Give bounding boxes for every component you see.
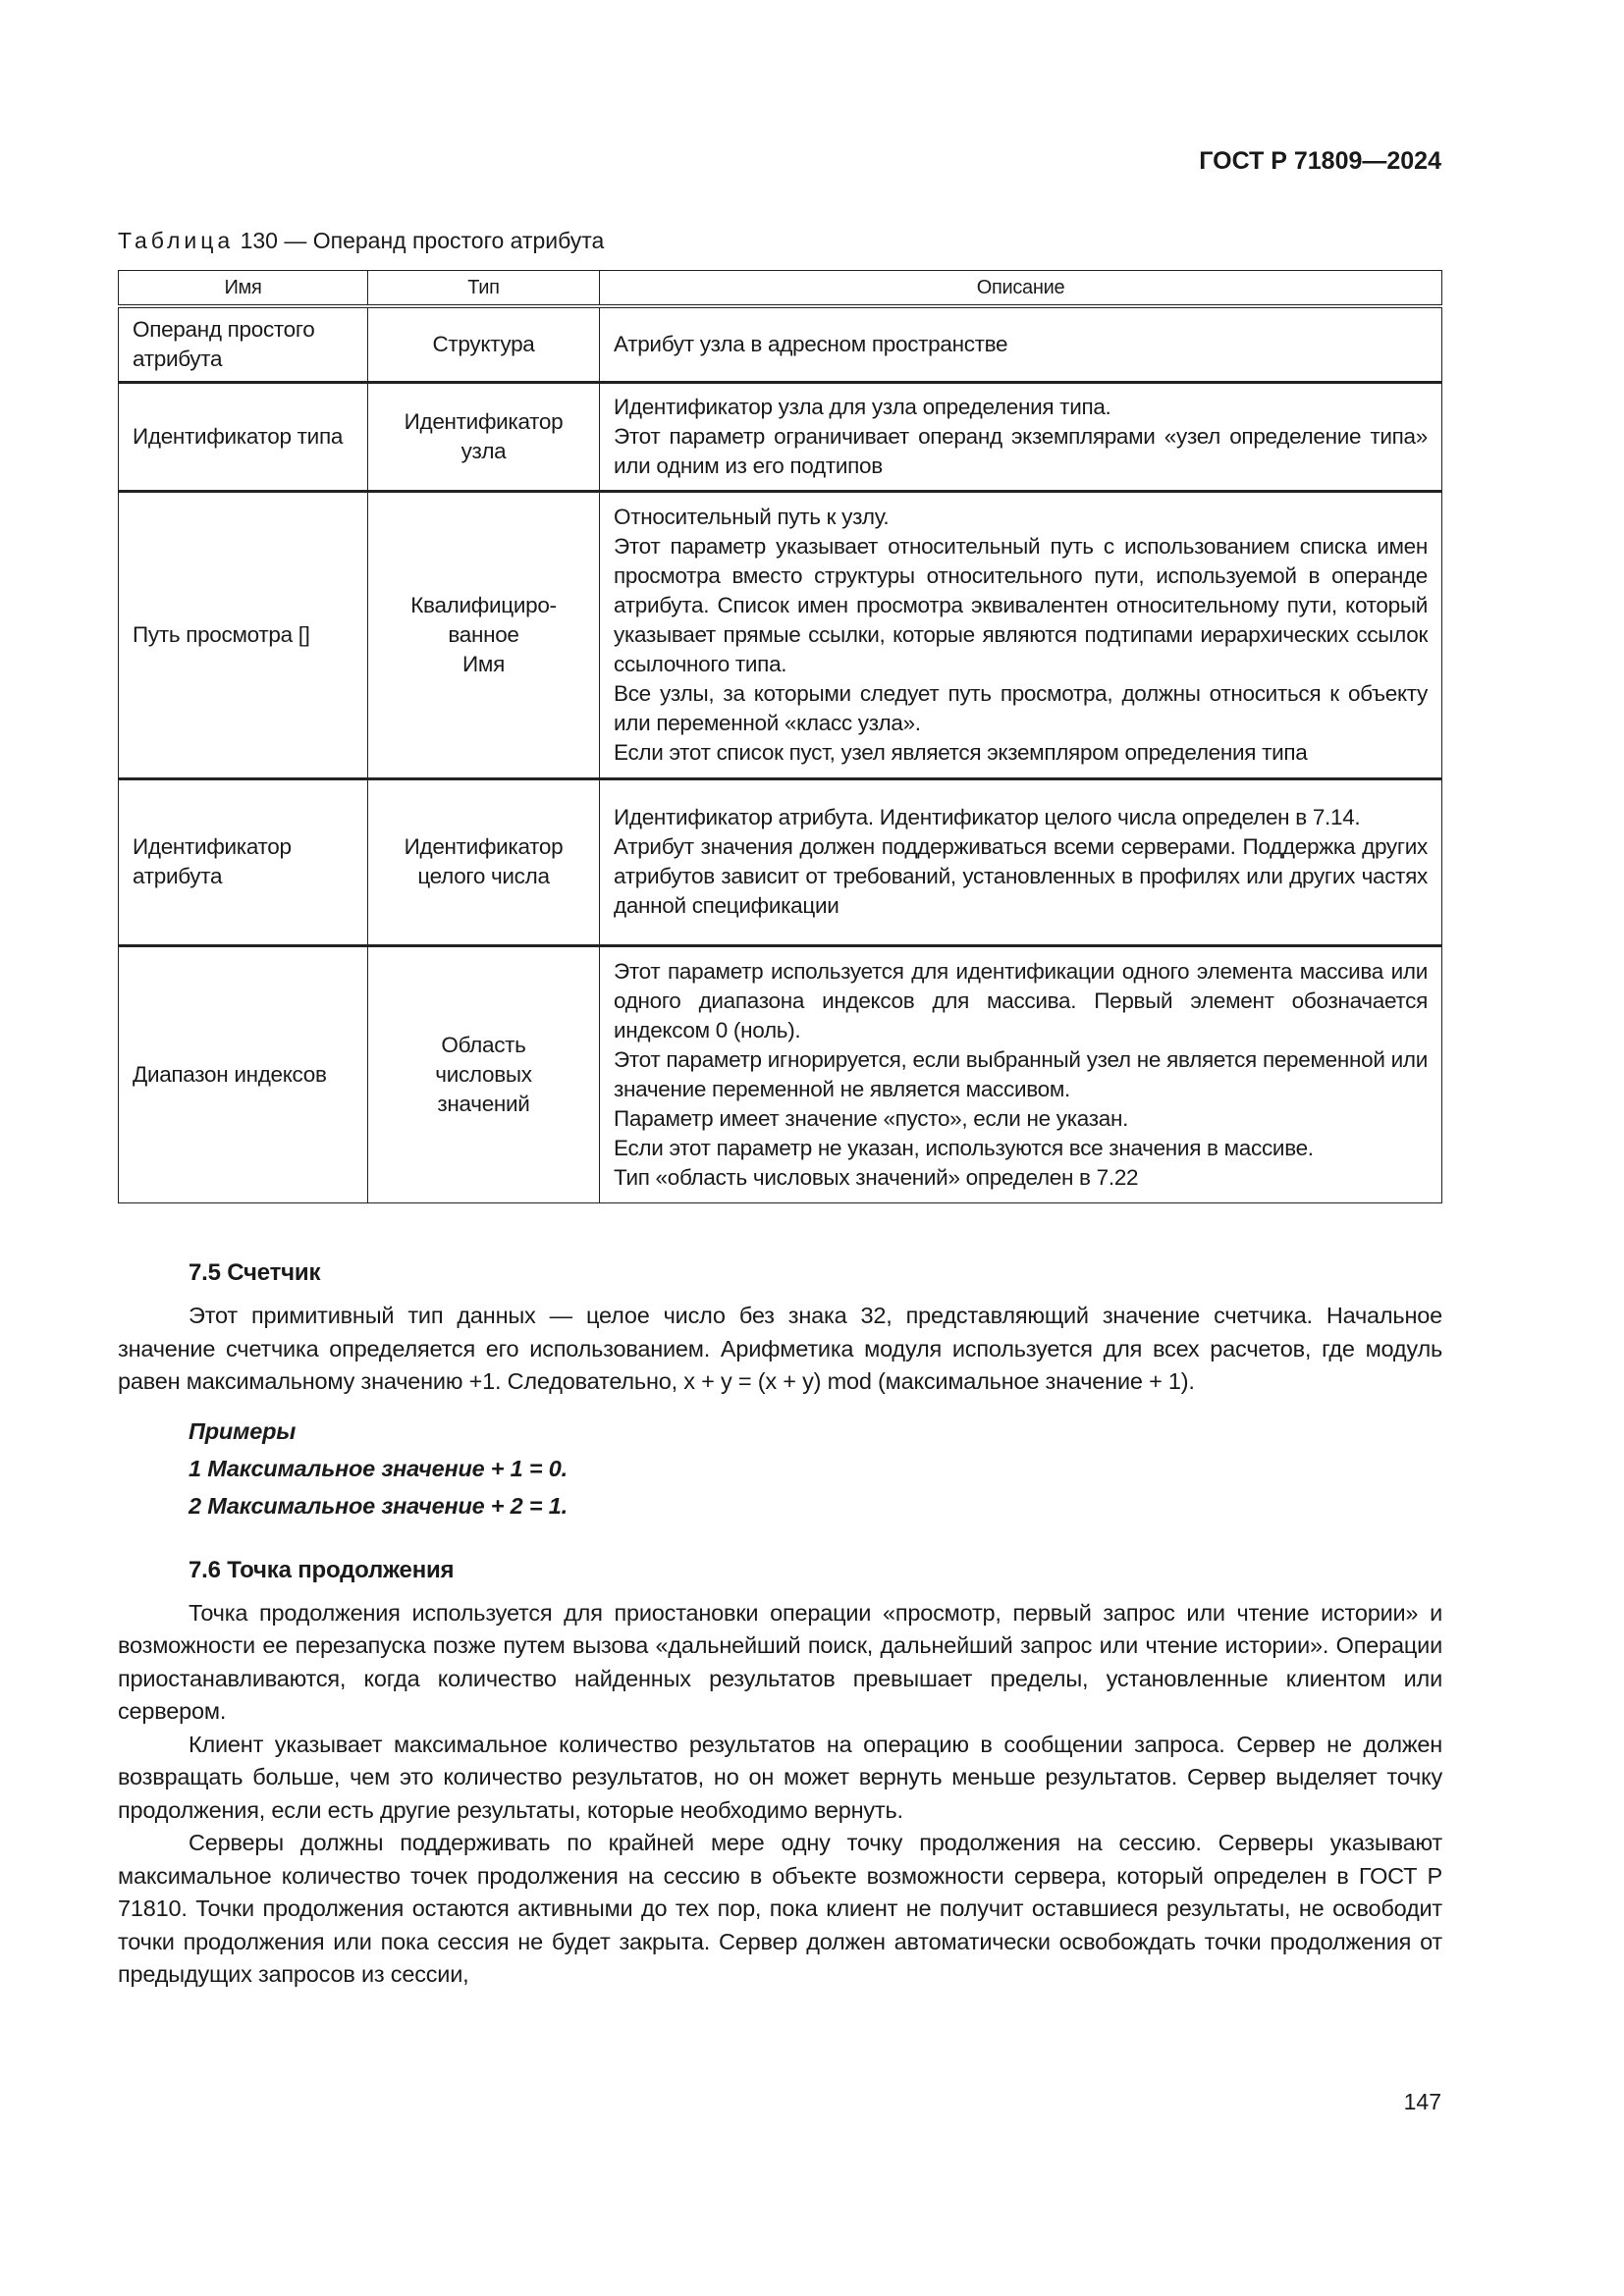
- main-text: [118, 1256, 1442, 1992]
- cell-type-line: числовых: [435, 1061, 532, 1087]
- table-row: [119, 306, 1442, 382]
- table-caption: [118, 228, 604, 254]
- cell-type: [368, 778, 600, 945]
- cell-type: [368, 491, 600, 778]
- page-number: 147: [1403, 2089, 1441, 2114]
- table-row: [119, 491, 1442, 778]
- table-header-row: [119, 271, 1442, 307]
- example-item: 1 Максимальное значение + 1 = 0.: [189, 1455, 568, 1481]
- cell-name: Диапазон индексов: [119, 945, 368, 1202]
- cell-description-line: Атрибут узла в адресном пространстве: [614, 331, 1008, 356]
- cell-description-line: Параметр имеет значение «пусто», если не указан.: [614, 1105, 1129, 1131]
- examples-label: Примеры: [189, 1417, 297, 1444]
- cell-type-line: значений: [437, 1091, 530, 1116]
- cell-description-line: Атрибут значения должен поддерживаться всеми серверами. Поддержка других атрибутов зависит от требований, установленных в профилях или других частях данной спецификации: [614, 834, 1428, 918]
- cell-type-line: ванное: [448, 621, 519, 647]
- cell-description-line: Если этот список пуст, узел является экземпляром определения типа: [614, 739, 1308, 765]
- cell-type: [368, 945, 600, 1202]
- cell-description: [600, 491, 1442, 778]
- cell-description: [600, 778, 1442, 945]
- table-row: [119, 382, 1442, 491]
- cell-type-line: Квалифициро-: [410, 592, 557, 617]
- examples-block: [189, 1413, 1442, 1524]
- cell-description: [600, 945, 1442, 1202]
- cell-description-line: Этот параметр используется для идентификации одного элемента массива или одного диапазона индексов для массива. Первый элемент обозначается индексом 0 (ноль).: [614, 958, 1428, 1042]
- cell-name: Путь просмотра []: [119, 491, 368, 778]
- section-title-7-6: 7.6 Точка продолжения: [189, 1556, 455, 1583]
- cell-description-line: Этот параметр игнорируется, если выбранный узел не является переменной или значение переменной не является массивом.: [614, 1046, 1428, 1101]
- column-header-description: Описание: [600, 271, 1442, 307]
- cell-type-line: Область: [441, 1032, 526, 1057]
- cell-type: [368, 306, 600, 382]
- cell-description-line: Все узлы, за которыми следует путь просмотра, должны относиться к объекту или переменной «класс узла».: [614, 680, 1428, 735]
- document-header-standard: ГОСТ Р 71809—2024: [1199, 147, 1441, 175]
- cell-description-line: Относительный путь к узлу.: [614, 504, 890, 529]
- paragraph: Точка продолжения используется для приостановки операции «просмотр, первый запрос или чтение истории» и возможности ее перезапуска позже путем вызова «дальнейший поиск, дальнейший запрос или чтение истории». Операции приостанавливаются, когда количество найденных результатов превышает пределы, установленные клиентом или сервером.: [118, 1599, 1442, 1724]
- cell-name: Идентификатор типа: [119, 382, 368, 491]
- paragraph: Серверы должны поддерживать по крайней мере одну точку продолжения на сессию. Серверы указывают максимальное количество точек продолжения на сессию в объекте возможности сервера, который определен в ГОСТ Р 71810. Точки продолжения остаются активными до тех пор, пока клиент не получит оставшиеся результаты, не освободит точки продолжения или пока сессия не будет закрыта. Сервер должен автоматически освобождать точки продолжения от предыдущих запросов из сессии,: [118, 1830, 1442, 1987]
- cell-type-line: Структура: [432, 331, 535, 356]
- cell-type: [368, 382, 600, 491]
- cell-description-line: Тип «область числовых значений» определен в 7.22: [614, 1164, 1139, 1190]
- section-title-7-5: 7.5 Счетчик: [189, 1259, 321, 1286]
- column-header-name: Имя: [119, 271, 368, 307]
- operand-table: [118, 270, 1442, 1203]
- paragraph: Этот примитивный тип данных — целое число без знака 32, представляющий значение счетчика. Начальное значение счетчика определяется его использованием. Арифметика модуля используется для всех расчетов, где модуль равен максимальному значению +1. Следовательно, x + y = (x + y) mod (максимальное значение + 1).: [118, 1303, 1442, 1394]
- cell-type-line: узла: [460, 438, 507, 463]
- cell-description: [600, 382, 1442, 491]
- cell-type-line: Имя: [462, 651, 505, 676]
- cell-description-line: Этот параметр указывает относительный путь с использованием списка имен просмотра вместо структуры относительного пути, используемой в операнде атрибута. Список имен просмотра эквивалентен относительному пути, который указывает прямые ссылки, которые являются подтипами иерархических ссылок ссылочного типа.: [614, 533, 1428, 676]
- cell-description-line: Идентификатор узла для узла определения типа.: [614, 394, 1111, 419]
- column-header-type: Тип: [368, 271, 600, 307]
- table-caption-title: 130 — Операнд простого атрибута: [234, 228, 605, 253]
- cell-name: Операнд простого атрибута: [119, 306, 368, 382]
- cell-type-line: Идентификатор: [404, 408, 564, 434]
- cell-description-line: Идентификатор атрибута. Идентификатор целого числа определен в 7.14.: [614, 805, 1361, 829]
- example-item: 2 Максимальное значение + 2 = 1.: [189, 1492, 568, 1519]
- cell-description-line: Этот параметр ограничивает операнд экземплярами «узел определение типа» или одним из его подтипов: [614, 423, 1428, 478]
- cell-type-line: Идентификатор: [404, 834, 564, 859]
- cell-description-line: Если этот параметр не указан, используются все значения в массиве.: [614, 1135, 1314, 1160]
- paragraph: Клиент указывает максимальное количество результатов на операцию в сообщении запроса. Сервер не должен возвращать больше, чем это количество результатов, но он может вернуть меньше результатов. Сервер выделяет точку продолжения, если есть другие результаты, которые необходимо вернуть.: [118, 1731, 1442, 1823]
- cell-description: [600, 306, 1442, 382]
- table-row: [119, 945, 1442, 1202]
- table-row: [119, 778, 1442, 945]
- table-caption-prefix: Таблица: [118, 228, 235, 253]
- cell-type-line: целого числа: [417, 864, 550, 888]
- cell-name: Идентификатор атрибута: [119, 778, 368, 945]
